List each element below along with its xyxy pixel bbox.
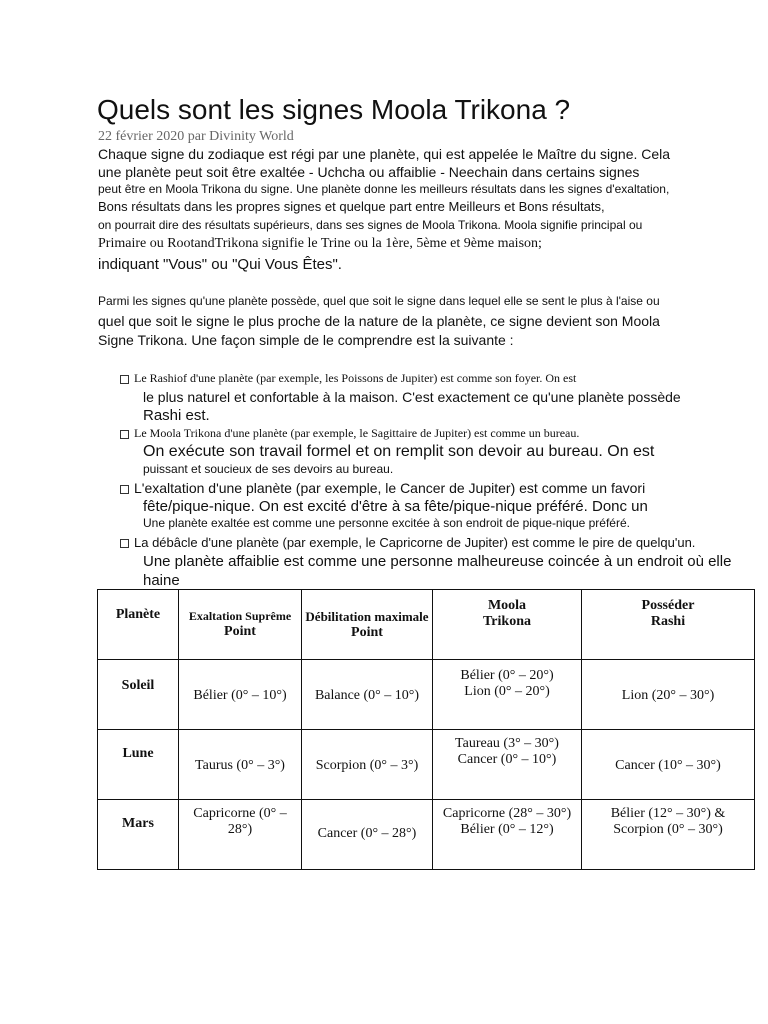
bullet-first-line: Le Rashiof d'une planète (par exemple, les Poissons de Jupiter) est comme son foyer. On est [134, 371, 577, 385]
cell-exaltation: Capricorne (0° – 28°) [179, 800, 302, 870]
header-planet: Planète [98, 590, 179, 660]
table-row [98, 800, 755, 870]
table-row [98, 730, 755, 800]
cell-planet: Lune [98, 730, 179, 800]
para2-line: Parmi les signes qu'une planète possède, quel que soit le signe dans lequel elle se sent le plus à l'aise ou [98, 294, 660, 308]
cell-planet: Soleil [98, 660, 179, 730]
bullet-first-line: L'exaltation d'une planète (par exemple, le Cancer de Jupiter) est comme un favori [134, 480, 646, 496]
table-row [98, 660, 755, 730]
bullet-line: puissant et soucieux de ses devoirs au bureau. [143, 462, 394, 476]
table-header-row [98, 590, 755, 660]
list-item [120, 371, 576, 386]
byline: 22 février 2020 par Divinity World [98, 129, 294, 144]
header-own-rashi: Posséder Rashi [582, 590, 755, 660]
bullet-line: le plus naturel et confortable à la maison. C'est exactement ce qu'une planète possède [143, 389, 681, 405]
intro-line: peut être en Moola Trikona du signe. Une planète donne les meilleurs résultats dans les signes d'exaltation, [98, 182, 670, 196]
bullet-line: Une planète exaltée est comme une personne excitée à son endroit de pique-nique préféré. [143, 516, 630, 530]
cell-planet: Mars [98, 800, 179, 870]
bullet-line: fête/pique-nique. On est excité d'être à sa fête/pique-nique préféré. Donc un [143, 498, 648, 515]
list-item [120, 535, 695, 550]
intro-line: Primaire ou RootandTrikona signifie le Trine ou la 1ère, 5ème et 9ème maison; [98, 236, 542, 251]
checkbox-bullet-icon [120, 539, 129, 548]
cell-debilitation: Cancer (0° – 28°) [302, 800, 433, 870]
bullet-line: Rashi est. [143, 407, 210, 424]
bullet-line: On exécute son travail formel et on remplit son devoir au bureau. On est [143, 443, 655, 460]
para2-line: quel que soit le signe le plus proche de la nature de la planète, ce signe devient son Moola [98, 313, 660, 329]
moola-trikona-table [97, 589, 755, 870]
header-moola-trikona: Moola Trikona [433, 590, 582, 660]
bullet-first-line: La débâcle d'une planète (par exemple, le Capricorne de Jupiter) est comme le pire de quelqu'un. [134, 535, 696, 550]
cell-debilitation: Balance (0° – 10°) [302, 660, 433, 730]
checkbox-bullet-icon [120, 485, 129, 494]
header-debilitation: Débilitation maximale Point [302, 590, 433, 660]
bullet-line: Une planète affaiblie est comme une personne malheureuse coincée à un endroit où elle [143, 553, 732, 570]
intro-line: indiquant "Vous" ou "Qui Vous Êtes". [98, 256, 342, 273]
list-item [120, 480, 645, 496]
cell-moola-trikona: Taureau (3° – 30°) Cancer (0° – 10°) [433, 730, 582, 800]
intro-line: Chaque signe du zodiaque est régi par une planète, qui est appelée le Maître du signe. Cela [98, 146, 671, 162]
cell-moola-trikona: Capricorne (28° – 30°) Bélier (0° – 12°) [433, 800, 582, 870]
cell-own-rashi: Bélier (12° – 30°) & Scorpion (0° – 30°) [582, 800, 755, 870]
cell-moola-trikona: Bélier (0° – 20°) Lion (0° – 20°) [433, 660, 582, 730]
checkbox-bullet-icon [120, 430, 129, 439]
cell-exaltation: Taurus (0° – 3°) [179, 730, 302, 800]
cell-own-rashi: Lion (20° – 30°) [582, 660, 755, 730]
intro-line: une planète peut soit être exaltée - Uchcha ou affaiblie - Neechain dans certains signes [98, 164, 640, 180]
cell-exaltation: Bélier (0° – 10°) [179, 660, 302, 730]
intro-line: Bons résultats dans les propres signes et quelque part entre Meilleurs et Bons résultats, [98, 199, 605, 214]
cell-own-rashi: Cancer (10° – 30°) [582, 730, 755, 800]
page-title: Quels sont les signes Moola Trikona ? [97, 94, 571, 125]
bullet-line: haine [143, 572, 180, 589]
bullet-first-line: Le Moola Trikona d'une planète (par exemple, le Sagittaire de Jupiter) est comme un bureau. [134, 426, 580, 440]
cell-debilitation: Scorpion (0° – 3°) [302, 730, 433, 800]
header-exaltation: Exaltation Suprême Point [179, 590, 302, 660]
checkbox-bullet-icon [120, 375, 129, 384]
intro-line: on pourrait dire des résultats supérieurs, dans ses signes de Moola Trikona. Moola signifie principal ou [98, 218, 643, 232]
para2-line: Signe Trikona. Une façon simple de le comprendre est la suivante : [98, 332, 514, 348]
list-item [120, 426, 579, 441]
